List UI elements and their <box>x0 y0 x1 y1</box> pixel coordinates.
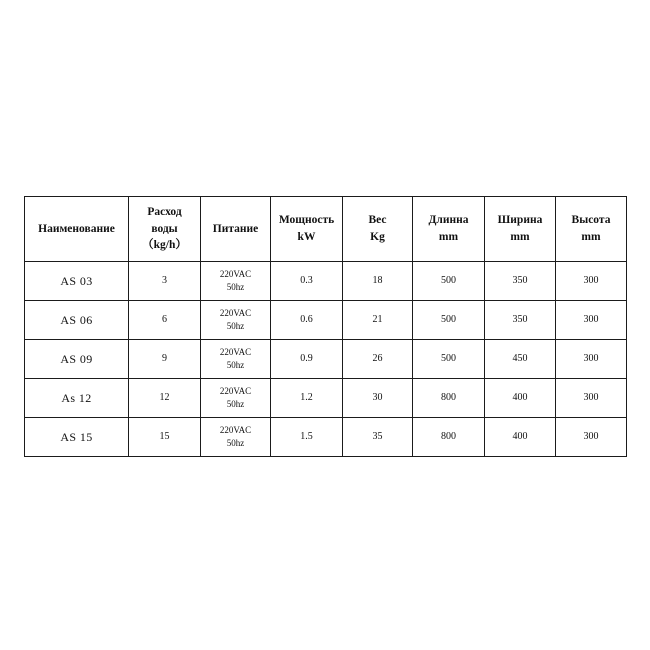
cell-power-supply <box>201 262 271 301</box>
cell-length: 800 <box>413 418 485 457</box>
cell-width: 350 <box>485 301 556 340</box>
column-header-length-unit: mm <box>438 231 459 243</box>
column-header-height-line1: Высота <box>571 214 611 227</box>
column-header-width <box>485 197 556 262</box>
column-header-length-line1: Длинна <box>428 214 469 227</box>
cell-height: 300 <box>556 379 627 418</box>
column-header-model <box>25 197 129 262</box>
column-header-height <box>556 197 627 262</box>
column-header-power-line1: Мощность <box>278 214 335 227</box>
column-header-length <box>413 197 485 262</box>
cell-model: AS 06 <box>25 301 129 340</box>
column-header-height-unit: mm <box>581 231 601 243</box>
column-header-model-line1: Наименование <box>38 222 115 235</box>
column-header-weight <box>343 197 413 262</box>
cell-power: 1.5 <box>271 418 343 457</box>
cell-model: AS 03 <box>25 262 129 301</box>
cell-power: 0.9 <box>271 340 343 379</box>
cell-power: 0.6 <box>271 301 343 340</box>
column-header-water-flow-line3: （kg/h） <box>142 239 187 252</box>
table-row <box>25 301 627 340</box>
cell-width: 400 <box>485 418 556 457</box>
column-header-weight-unit: Kg <box>370 231 385 243</box>
cell-weight: 35 <box>343 418 413 457</box>
cell-weight: 18 <box>343 262 413 301</box>
cell-power-supply-line1: 220VAC <box>219 307 252 318</box>
cell-power-supply-line1: 220VAC <box>219 268 252 279</box>
column-header-width-unit: mm <box>510 231 530 243</box>
cell-weight: 26 <box>343 340 413 379</box>
cell-power-supply <box>201 418 271 457</box>
column-header-water-flow-line1: Расход <box>147 205 182 218</box>
cell-power: 0.3 <box>271 262 343 301</box>
cell-power-supply <box>201 379 271 418</box>
cell-power-supply-line2: 50hz <box>226 438 245 448</box>
cell-power-supply <box>201 340 271 379</box>
cell-length: 500 <box>413 340 485 379</box>
cell-power-supply-line2: 50hz <box>226 360 245 370</box>
cell-length: 500 <box>413 262 485 301</box>
table-row <box>25 262 627 301</box>
table-header <box>25 197 627 262</box>
specification-table-container <box>24 196 626 457</box>
cell-weight: 30 <box>343 379 413 418</box>
column-header-width-line1: Ширина <box>497 214 543 227</box>
cell-water-flow: 6 <box>129 301 201 340</box>
cell-power-supply <box>201 301 271 340</box>
column-header-power <box>271 197 343 262</box>
cell-model: AS 15 <box>25 418 129 457</box>
cell-water-flow: 9 <box>129 340 201 379</box>
cell-power-supply-line1: 220VAC <box>219 346 252 357</box>
cell-power-supply-line1: 220VAC <box>219 385 252 396</box>
cell-power-supply-line2: 50hz <box>226 399 245 409</box>
cell-model: AS 09 <box>25 340 129 379</box>
column-header-power-unit: kW <box>297 231 316 243</box>
cell-height: 300 <box>556 418 627 457</box>
column-header-water-flow <box>129 197 201 262</box>
cell-width: 350 <box>485 262 556 301</box>
specification-table <box>24 196 627 457</box>
cell-power-supply-line1: 220VAC <box>219 424 252 435</box>
cell-height: 300 <box>556 301 627 340</box>
cell-water-flow: 3 <box>129 262 201 301</box>
cell-length: 500 <box>413 301 485 340</box>
cell-power-supply-line2: 50hz <box>226 282 245 292</box>
table-row <box>25 418 627 457</box>
column-header-power-supply-line1: Питание <box>212 222 259 235</box>
cell-height: 300 <box>556 340 627 379</box>
cell-weight: 21 <box>343 301 413 340</box>
cell-model: As 12 <box>25 379 129 418</box>
cell-width: 400 <box>485 379 556 418</box>
table-row <box>25 340 627 379</box>
cell-width: 450 <box>485 340 556 379</box>
table-row <box>25 379 627 418</box>
column-header-power-supply <box>201 197 271 262</box>
column-header-weight-line1: Вес <box>368 214 387 227</box>
column-header-water-flow-line2: воды <box>151 222 178 235</box>
table-body <box>25 262 627 457</box>
cell-water-flow: 15 <box>129 418 201 457</box>
cell-height: 300 <box>556 262 627 301</box>
cell-water-flow: 12 <box>129 379 201 418</box>
cell-power: 1.2 <box>271 379 343 418</box>
cell-length: 800 <box>413 379 485 418</box>
cell-power-supply-line2: 50hz <box>226 321 245 331</box>
table-header-row <box>25 197 627 262</box>
